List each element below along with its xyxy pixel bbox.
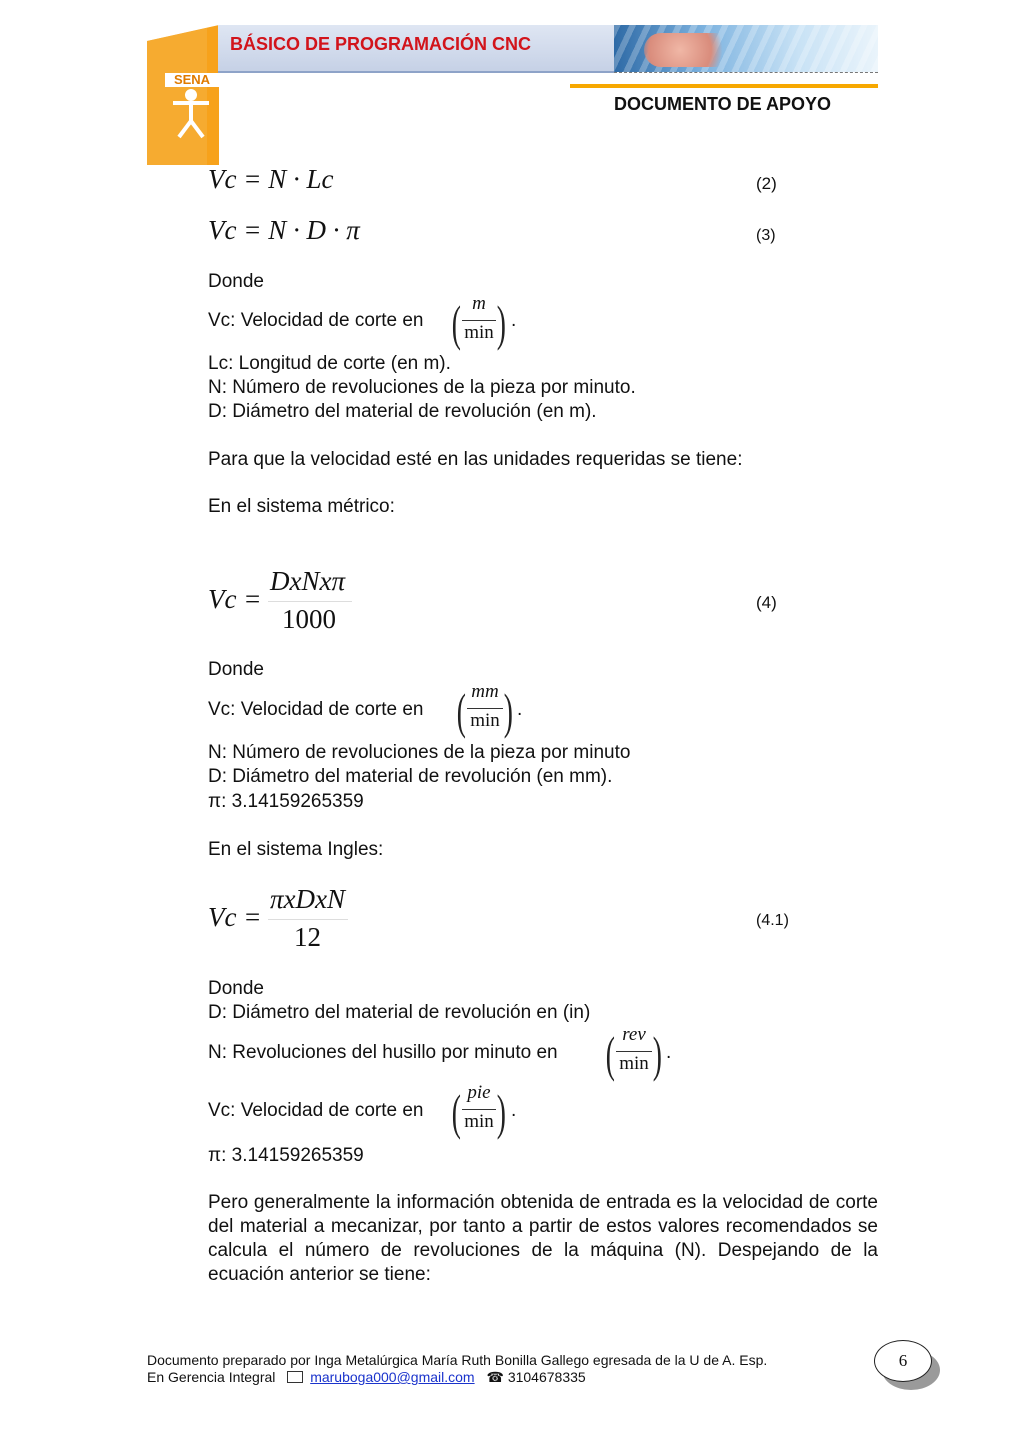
fraction-denominator: min — [619, 1053, 649, 1074]
period: . — [511, 310, 517, 331]
equation-denominator: 12 — [294, 922, 321, 952]
pi-value-line: π: 3.14159265359 — [208, 1145, 364, 1166]
vc-definition-label: Vc: Velocidad de corte en — [208, 1100, 424, 1121]
fraction-numerator: pie — [467, 1082, 491, 1103]
definition-line: Lc: Longitud de corte (en m). — [208, 353, 451, 374]
header-orange-rule — [570, 84, 878, 88]
equation-numerator: πxDxN — [270, 884, 346, 914]
equation-3-number: (3) — [756, 227, 776, 244]
fraction-denominator: min — [470, 710, 500, 731]
fraction-denominator: min — [464, 322, 494, 343]
closing-paragraph: Pero generalmente la información obtenida de entrada es la velocidad de corte del material a mecanizar, por tanto a partir de estos valores recomendados se calcula el número de revoluciones de la máquina (N). Despejando de la ecuación anterior se tiene: — [208, 1192, 878, 1285]
page-number: 6 — [874, 1340, 932, 1382]
phone-icon: ☎ — [486, 1369, 504, 1385]
unit-fraction-m-min: ( m min ) — [448, 296, 510, 350]
vc-definition-label: Vc: Velocidad de corte en — [208, 699, 424, 720]
equation-lhs: Vc = — [208, 584, 262, 614]
definition-line: D: Diámetro del material de revolución en (in) — [208, 1002, 591, 1023]
donde-label: Donde — [208, 978, 264, 999]
fraction-numerator: mm — [471, 681, 499, 702]
fraction-numerator: rev — [622, 1024, 646, 1045]
equation-2-number: (2) — [756, 174, 777, 193]
equation-lhs: Vc = — [208, 902, 262, 932]
equation-numerator: DxNxπ — [270, 566, 346, 596]
period: . — [666, 1042, 672, 1063]
donde-label: Donde — [208, 271, 264, 292]
unit-fraction-pie-min: ( pie min ) — [448, 1085, 510, 1139]
document-type-label: DOCUMENTO DE APOYO — [614, 94, 832, 114]
equation-4-1 — [208, 884, 368, 956]
period: . — [517, 699, 523, 720]
ingles-heading: En el sistema Ingles: — [208, 839, 384, 860]
n-definition-label: N: Revoluciones del husillo por minuto en — [208, 1042, 558, 1063]
equation-denominator: 1000 — [282, 604, 336, 634]
units-paragraph: Para que la velocidad esté en las unidades requeridas se tiene: — [208, 449, 743, 470]
fraction-numerator: m — [472, 293, 486, 314]
donde-label: Donde — [208, 659, 264, 680]
metric-heading: En el sistema métrico: — [208, 496, 395, 517]
footer-specialization: En Gerencia Integral — [147, 1369, 276, 1385]
equation-4-number: (4) — [756, 593, 777, 612]
unit-fraction-rev-min: ( rev min ) — [602, 1027, 666, 1081]
footer-contact-line — [147, 1369, 586, 1386]
email-link[interactable]: maruboga000@gmail.com — [310, 1369, 475, 1385]
definition-line: D: Diámetro del material de revolución (en mm). — [208, 766, 613, 787]
equation-2: Vc = N · Lc — [208, 164, 334, 194]
footer-author-line: Documento preparado por Inga Metalúrgica María Ruth Bonilla Gallego egresada de la U de A. Esp. — [147, 1352, 768, 1368]
vc-definition-label: Vc: Velocidad de corte en — [208, 310, 424, 331]
mail-icon — [287, 1371, 303, 1383]
definition-line: N: Número de revoluciones de la pieza por minuto. — [208, 377, 636, 398]
equation-4 — [208, 566, 368, 638]
equation-3: Vc = N · D · π — [208, 215, 360, 245]
fraction-denominator: min — [464, 1111, 494, 1132]
equation-4-1-number: (4.1) — [756, 912, 789, 929]
period: . — [511, 1100, 517, 1121]
definition-line: π: 3.14159265359 — [208, 791, 364, 812]
header-photo — [614, 25, 878, 72]
header-dashed-rule — [614, 72, 878, 73]
unit-fraction-mm-min: ( mm min ) — [453, 684, 517, 738]
logo-text: SENA — [173, 72, 211, 87]
document-title: BÁSICO DE PROGRAMACIÓN CNC — [230, 34, 532, 54]
definition-line: N: Número de revoluciones de la pieza por minuto — [208, 742, 631, 763]
phone-number: 3104678335 — [507, 1369, 586, 1385]
definition-line: D: Diámetro del material de revolución (en m). — [208, 401, 597, 422]
